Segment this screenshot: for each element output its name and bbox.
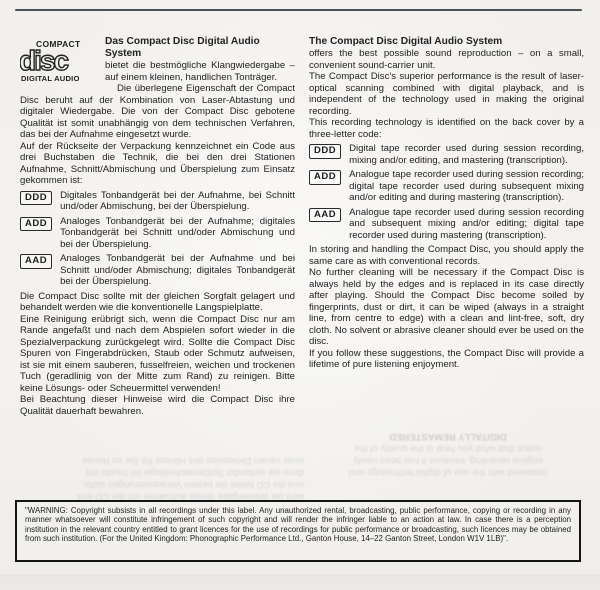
- aad-code-badge: AAD: [20, 254, 52, 269]
- svg-text:COMPACT: COMPACT: [36, 39, 81, 49]
- german-code-row-ddd: [20, 190, 295, 213]
- svg-text:disc: disc: [20, 45, 68, 76]
- ghost-line: wird die Wiedergabe dieser Aufnahme mit der CD erst: [76, 491, 304, 502]
- ghost-line: original recording, because it has been newly: [352, 455, 544, 466]
- german-aad-description: Analoges Tonbandgerät bei der Aufnahme und bei Schnitt und/oder Abmischung; digitales Tonbandgerät bei der Überspielung.: [60, 253, 295, 287]
- ddd-code-badge: DDD: [309, 144, 341, 159]
- german-intro: bietet die bestmögliche Klangwiedergabe – auf einem kleinen, handlichen Tonträger.: [105, 60, 295, 83]
- ghost-line: notice that what you hear is the quality of the: [354, 443, 543, 454]
- german-title: Das Compact Disc Digital Audio System: [105, 36, 260, 59]
- add-code-badge: ADD: [20, 217, 52, 232]
- english-paragraph-code-explainer: This recording technology is identified on the back cover by a three-letter code:: [309, 117, 584, 140]
- ghost-line: mastered with the use of digital technology and: [348, 467, 548, 478]
- copyright-warning-text: "WARNING: Copyright subsists in all recordings under this label. Any unauthorized rental, broadcasting, public performance, copying or recording in any manner whatsoever will constitute infringement of such copyright and will render the infringer liable to an action at law. In case there is a perception institution in the relevant country entitled to grant licences for the use of recordings for public performance or broadcasting, such licences may be obtained from such institution. (For the United Kingdom: Phonographic Performance Ltd., Ganton House, 14–22 Ganton Street, London W1V 1LB)".: [25, 506, 571, 544]
- english-paragraph-closing: If you follow these suggestions, the Compact Disc will provide a lifetime of pure listening enjoyment.: [309, 347, 584, 370]
- copyright-warning-box: [15, 500, 581, 562]
- german-paragraph-code-explainer: Auf der Rückseite der Verpackung kennzeichnet ein Code aus drei Buchstaben die Technik, die bei den drei Stationen Aufnahme, Schnitt/Abmischung und Überspielung zum Einsatz gekommen ist:: [20, 140, 295, 186]
- english-column: [309, 36, 584, 417]
- english-paragraph-cleaning: No further cleaning will be necessary if the Compact Disc is always held by the edges and is replaced in its case directly after playing. Should the Compact Disc become soiled by fingerprints, dust or dirt, it can be wiped (always in a straight line, from centre to edge) with a clean and lint-free, soft, dry cloth. No solvent or abrasive cleaner should ever be used on the disc.: [309, 267, 584, 347]
- english-paragraph-technology: The Compact Disc's superior performance is the result of laser-optical scanning combined with digital playback, and is independent of the technology used in making the original recording.: [309, 71, 584, 117]
- ghost-line: denn sie verbindet Spitzentechnologie im Studio mit: [85, 467, 304, 478]
- english-code-row-add: [309, 169, 584, 204]
- german-column: [20, 36, 295, 417]
- english-ddd-description: Digital tape recorder used during session recording, mixing and/or editing, and mastering (transcription).: [349, 143, 584, 166]
- svg-text:DIGITAL AUDIO: DIGITAL AUDIO: [21, 74, 80, 83]
- german-ddd-description: Digitales Tonbandgerät bei der Aufnahme, bei Schnitt und/oder Abmischung, bei der Überspielung.: [60, 189, 295, 212]
- english-title: The Compact Disc Digital Audio System: [309, 36, 503, 47]
- english-add-description: Analogue tape recorder used during session recording; digital tape recorder used during subsequent mixing and/or editing and during mastering (transcription).: [349, 169, 584, 203]
- showthrough-ghost-text-left: [24, 454, 304, 502]
- english-code-row-aad: [309, 207, 584, 242]
- german-code-row-aad: [20, 253, 295, 288]
- german-add-description: Analoges Tonbandgerät bei der Aufnahme; digitales Tonbandgerät bei Schnitt und/oder Abmischung und bei der Überspielung.: [60, 215, 295, 250]
- german-paragraph-technology: Die überlegene Eigenschaft der Compact Disc beruht auf der Kombination von Laser-Abtastung und digitaler Wiedergabe. Die von der Compact Disc gebotene Qualität ist somit unabhängig von dem technischen Verfahren, das bei der Aufnahme eingesetzt wurde.: [20, 83, 295, 140]
- english-intro: offers the best possible sound reproduction – on a small, convenient sound-carrier unit.: [309, 48, 584, 71]
- ghost-line: DIGITALLY REMASTERED: [389, 431, 507, 442]
- english-code-row-ddd: [309, 143, 584, 166]
- english-aad-description: Analogue tape recorder used during session recording and subsequent mixing and/or editing; digital tape recorder used during mastering (transcription).: [349, 206, 584, 241]
- page-bottom-scan-shadow: [0, 574, 600, 590]
- ghost-line: einer neuen Dimension des Hörens für Sie zu Hause: [82, 455, 304, 466]
- english-paragraph-storage: In storing and handling the Compact Disc, you should apply the same care as with conventional records.: [309, 244, 584, 267]
- german-paragraph-cleaning: Eine Reinigung erübrigt sich, wenn die Compact Disc nur am Rande angefaßt und nach dem Abspielen sofort wieder in die Spezialverpackung zurückgelegt wird. Sollte die Compact Disc Spuren von Fingerabdrücken, Staub oder Schmutz aufweisen, ist sie mit einem sauberen, fusselfreien, weichen und trockenen Tuch (geradlinig von der Mitte zum Rand) zu reinigen. Bitte keine Lösungs- oder Scheuermittel verwenden!: [20, 313, 295, 394]
- aad-code-badge: AAD: [309, 208, 341, 223]
- ghost-line: und die CD bietet die besten Voraussetzungen dafür,: [81, 479, 304, 490]
- two-column-text: [20, 36, 584, 417]
- ddd-code-badge: DDD: [20, 191, 52, 206]
- german-paragraph-closing: Bei Beachtung dieser Hinweise wird die Compact Disc ihre Qualität dauerhaft bewahren.: [20, 394, 295, 417]
- showthrough-ghost-text-right: [320, 430, 576, 478]
- add-code-badge: ADD: [309, 170, 341, 185]
- page-top-edge-line: [15, 9, 582, 11]
- compact-disc-digital-audio-logo-icon: [20, 37, 98, 83]
- german-code-row-add: [20, 216, 295, 251]
- german-paragraph-storage: Die Compact Disc sollte mit der gleichen Sorgfalt gelagert und behandelt werden wie die konventionelle Langspielplatte.: [20, 290, 295, 313]
